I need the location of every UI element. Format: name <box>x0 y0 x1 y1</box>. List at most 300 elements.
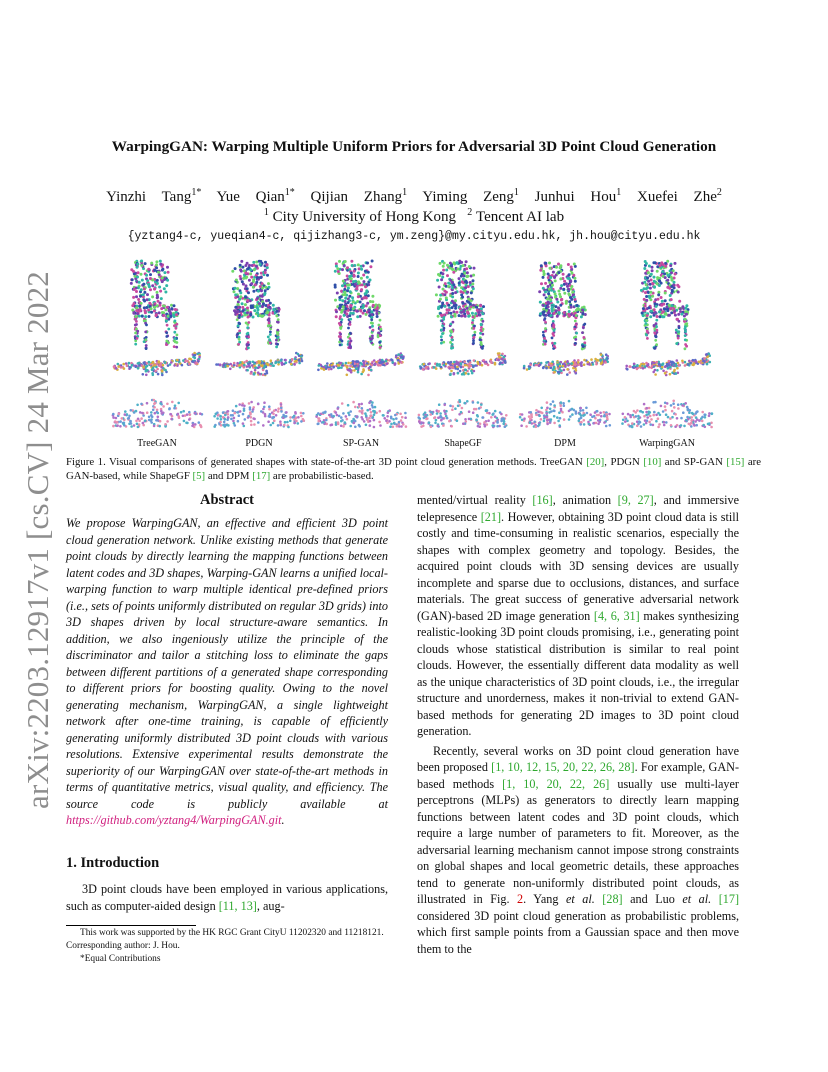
car-point <box>148 416 151 419</box>
chair-point <box>669 264 672 267</box>
car-point <box>550 410 553 413</box>
chair-point <box>574 320 577 323</box>
arxiv-stamp: arXiv:2203.12917v1 [cs.CV] 24 Mar 2022 <box>20 271 55 809</box>
car-point <box>154 402 157 405</box>
chair-point <box>645 299 648 302</box>
chair-point <box>174 337 177 340</box>
chair-point <box>156 282 159 285</box>
plane-point <box>138 364 141 367</box>
chair-point <box>664 292 667 295</box>
car-point <box>398 421 401 424</box>
chair-point <box>476 309 479 312</box>
car-point <box>549 403 552 406</box>
chair-point <box>338 322 341 325</box>
car-point <box>252 408 255 411</box>
plane-point <box>351 362 354 365</box>
chair-point <box>165 284 168 287</box>
plane-point <box>545 367 548 370</box>
car-point <box>553 404 556 407</box>
car-point <box>649 423 652 426</box>
chair-point <box>344 291 347 294</box>
citation-link[interactable]: [21] <box>480 509 502 524</box>
citation-link[interactable]: [28] <box>602 892 623 906</box>
citation-link[interactable]: [15] <box>726 456 745 468</box>
chair-point <box>560 284 563 287</box>
car-point <box>386 415 389 418</box>
car-point <box>233 412 236 415</box>
car-point <box>361 409 364 412</box>
chair-point <box>366 276 369 279</box>
chair-point <box>445 296 448 299</box>
car-point <box>423 417 426 420</box>
chair-point <box>247 321 250 324</box>
plane-point <box>284 359 287 362</box>
car-point <box>373 414 376 417</box>
chair-point <box>540 282 543 285</box>
plane-point <box>184 360 187 363</box>
car-point <box>268 405 271 408</box>
car-point <box>243 425 246 428</box>
plane-point <box>472 366 475 369</box>
chair-point <box>559 287 562 290</box>
citation-link[interactable]: [17] <box>718 892 740 906</box>
figure-column <box>414 255 512 435</box>
plane-point <box>684 364 687 367</box>
car-point <box>478 407 481 410</box>
citation-link[interactable]: [11, 13] <box>218 898 257 913</box>
chair-point <box>447 285 450 288</box>
chair-point <box>559 277 562 280</box>
plane-point <box>440 366 443 369</box>
chair-point <box>244 303 247 306</box>
car-point <box>519 416 522 419</box>
method-label: DPM <box>554 438 576 449</box>
chair-point <box>546 298 549 301</box>
chair-point <box>134 315 137 318</box>
chair-point <box>472 304 475 307</box>
car-point <box>280 410 283 413</box>
chair-point <box>649 291 652 294</box>
car-point <box>553 415 556 418</box>
chair-point <box>355 287 358 290</box>
plane-point <box>263 366 266 369</box>
plane-point <box>367 374 370 377</box>
chair-point <box>140 288 143 291</box>
car-point <box>294 412 297 415</box>
chair-point <box>539 301 542 304</box>
car-point <box>701 416 704 419</box>
plane-point <box>346 366 349 369</box>
chair-point <box>357 263 360 266</box>
plane-point <box>471 372 474 375</box>
method-label: ShapeGF <box>444 438 482 449</box>
car-point <box>157 416 160 419</box>
chair-point <box>472 287 475 290</box>
plane-point <box>648 366 651 369</box>
plane-point <box>345 362 348 365</box>
chair-point <box>234 287 237 290</box>
chair-point <box>267 324 270 327</box>
citation-link[interactable]: [1, 10, 12, 15, 20, 22, 26, 28] <box>491 760 635 774</box>
chair-point <box>566 285 569 288</box>
chair-point <box>557 271 560 274</box>
plane-point <box>568 371 571 374</box>
car-point <box>537 410 540 413</box>
plane-point <box>600 359 603 362</box>
plane-point <box>191 360 194 363</box>
car-point <box>112 413 115 416</box>
car-point <box>354 406 357 409</box>
plane-point <box>173 364 176 367</box>
car-point <box>285 415 288 418</box>
car-point <box>437 425 440 428</box>
chair-point <box>567 263 570 266</box>
chair-point <box>243 269 246 272</box>
citation-link[interactable]: [16] <box>532 493 553 507</box>
chair-point <box>267 282 270 285</box>
car-point <box>535 414 538 417</box>
plane-point <box>359 362 362 365</box>
chair-point <box>155 264 158 267</box>
chair-point <box>277 318 280 321</box>
car-point <box>249 408 252 411</box>
plane-point <box>160 366 163 369</box>
chair-point <box>674 262 677 265</box>
car-point <box>579 407 582 410</box>
plane-point <box>604 361 607 364</box>
chair-point <box>554 342 557 345</box>
car-point <box>664 405 667 408</box>
chair-point <box>241 302 244 305</box>
plane-point <box>644 365 647 368</box>
chair-point <box>552 332 555 335</box>
plane-point <box>450 370 453 373</box>
car-point <box>583 414 586 417</box>
car-point <box>435 419 438 422</box>
chair-point <box>341 340 344 343</box>
car-point <box>136 404 139 407</box>
car-point <box>457 405 460 408</box>
chair-point <box>551 342 554 345</box>
chair-point <box>367 309 370 312</box>
car-point <box>153 399 156 402</box>
plane-point <box>360 373 363 376</box>
chair-point <box>150 307 153 310</box>
plane-point <box>564 365 567 368</box>
chair-point <box>439 262 442 265</box>
plane-point <box>709 361 712 364</box>
chair-point <box>677 285 680 288</box>
car-point <box>648 421 651 424</box>
plane-point <box>449 373 452 376</box>
car-point <box>688 411 691 414</box>
plane-point <box>587 361 590 364</box>
plane-point <box>152 367 155 370</box>
car-point <box>141 412 144 415</box>
author: Yue Qian$^{1*}$ <box>216 187 295 205</box>
chair-point <box>357 295 360 298</box>
chair-point <box>246 333 249 336</box>
chair-point <box>684 334 687 337</box>
figure-ref-link[interactable]: 2 <box>517 892 524 906</box>
plane-point <box>154 370 157 373</box>
car-point <box>589 419 592 422</box>
chair-point <box>361 306 364 309</box>
chair-point <box>369 279 372 282</box>
plane-point <box>459 370 462 373</box>
car-point <box>285 411 288 414</box>
chair-point <box>256 297 259 300</box>
plane-point <box>291 358 294 361</box>
car-point <box>220 418 223 421</box>
chair-point <box>353 270 356 273</box>
plane-point <box>642 367 645 370</box>
chair-point <box>684 307 687 310</box>
car-point <box>161 412 164 415</box>
chair-point <box>337 270 340 273</box>
car-point <box>491 424 494 427</box>
car-point <box>374 406 377 409</box>
car-point <box>670 404 673 407</box>
chair-point <box>246 307 249 310</box>
car-point <box>404 416 407 419</box>
chair-point <box>158 311 161 314</box>
plane-point <box>566 361 569 364</box>
chair-point <box>470 299 473 302</box>
chair-point <box>343 264 346 267</box>
plane-point <box>706 363 709 366</box>
plane-point <box>156 368 159 371</box>
car-point <box>500 413 503 416</box>
car-point <box>340 425 343 428</box>
method-label: WarpingGAN <box>639 438 695 449</box>
chair-point <box>370 342 373 345</box>
citation-link[interactable]: [20] <box>586 456 605 468</box>
citation-link[interactable]: [10] <box>643 456 662 468</box>
car-point <box>689 423 692 426</box>
plane-point <box>643 363 646 366</box>
car-point <box>521 419 524 422</box>
car-point <box>603 411 606 414</box>
car-point <box>133 424 136 427</box>
car-point <box>701 420 704 423</box>
chair-point <box>558 293 561 296</box>
car-point <box>400 425 403 428</box>
car-point <box>677 403 680 406</box>
plane-point <box>464 368 467 371</box>
plane-point <box>347 362 350 365</box>
car-point <box>272 413 275 416</box>
chair-point <box>667 274 670 277</box>
plane-point <box>349 365 352 368</box>
car-point <box>222 416 225 419</box>
car-point <box>280 407 283 410</box>
car-point <box>142 422 145 425</box>
car-point <box>404 412 407 415</box>
car-point <box>553 422 556 425</box>
chair-point <box>685 304 688 307</box>
chair-point <box>674 273 677 276</box>
plane-point <box>673 370 676 373</box>
chair-point <box>175 346 178 349</box>
plane-point <box>328 368 331 371</box>
chair-point <box>665 313 668 316</box>
car-point <box>347 412 350 415</box>
plane-point <box>189 358 192 361</box>
car-point <box>182 415 185 418</box>
chair-point <box>349 290 352 293</box>
car-point <box>708 422 711 425</box>
chair-point <box>140 260 143 263</box>
chair-point <box>472 274 475 277</box>
chair-point <box>649 287 652 290</box>
citation-link[interactable]: [4, 6, 31] <box>593 608 640 623</box>
chair-point <box>272 308 275 311</box>
chair-point <box>653 347 656 350</box>
chair-point <box>364 285 367 288</box>
car-point <box>395 417 398 420</box>
car-point <box>559 404 562 407</box>
car-point <box>118 413 121 416</box>
plane-point <box>477 363 480 366</box>
chair-point <box>480 307 483 310</box>
plane-point <box>262 369 265 372</box>
plane-point <box>681 360 684 363</box>
chair-point <box>443 290 446 293</box>
chair-point <box>651 269 654 272</box>
car-point <box>563 418 566 421</box>
chair-point <box>558 312 561 315</box>
car-point <box>443 404 446 407</box>
abstract-heading: Abstract <box>200 492 254 508</box>
car-point <box>695 416 698 419</box>
chair-point <box>547 292 550 295</box>
chair-point <box>643 298 646 301</box>
plane-point <box>503 359 506 362</box>
point-cloud-thumbnails <box>516 255 614 435</box>
chair-point <box>677 291 680 294</box>
plane-point <box>266 363 269 366</box>
chair-point <box>481 312 484 315</box>
plane-point <box>257 371 260 374</box>
chair-point <box>555 266 558 269</box>
car-point <box>139 411 142 414</box>
car-point <box>439 415 442 418</box>
chair-point <box>556 301 559 304</box>
plane-point <box>223 364 226 367</box>
chair-point <box>360 288 363 291</box>
car-point <box>491 413 494 416</box>
chair-point <box>163 305 166 308</box>
car-point <box>561 411 564 414</box>
chair-point <box>241 280 244 283</box>
chair-point <box>644 305 647 308</box>
plane-point <box>374 363 377 366</box>
chair-point <box>666 260 669 263</box>
plane-point <box>636 365 639 368</box>
car-point <box>235 405 238 408</box>
plane-point <box>250 372 253 375</box>
chair-point <box>141 279 144 282</box>
point-cloud-thumbnails <box>618 255 716 435</box>
plane-point <box>463 360 466 363</box>
car-point <box>128 417 131 420</box>
chair-point <box>371 295 374 298</box>
car-point <box>383 417 386 420</box>
citation-link[interactable]: [5] <box>192 470 206 482</box>
car-point <box>239 410 242 413</box>
chair-point <box>660 261 663 264</box>
car-point <box>472 411 475 414</box>
plane-point <box>601 361 604 364</box>
chair-point <box>335 265 338 268</box>
code-link[interactable]: https://github.com/yztang4/WarpingGAN.git <box>66 813 282 827</box>
car-point <box>639 421 642 424</box>
car-point <box>680 424 683 427</box>
car-point <box>289 416 292 419</box>
car-point <box>636 425 639 428</box>
chair-point <box>570 298 573 301</box>
car-point <box>114 420 117 423</box>
chair-point <box>249 313 252 316</box>
chair-point <box>136 337 139 340</box>
chair-point <box>351 264 354 267</box>
car-point <box>429 413 432 416</box>
chair-point <box>176 341 179 344</box>
chair-point <box>131 309 134 312</box>
car-point <box>174 404 177 407</box>
author: Yiming Zeng$^1$ <box>422 187 519 205</box>
chair-point <box>140 264 143 267</box>
chair-point <box>649 298 652 301</box>
plane-point <box>553 371 556 374</box>
chair-point <box>144 262 147 265</box>
chair-point <box>553 329 556 332</box>
plane-point <box>464 364 467 367</box>
chair-point <box>675 342 678 345</box>
plane-point <box>501 353 504 356</box>
chair-point <box>568 273 571 276</box>
car-point <box>177 402 180 405</box>
chair-point <box>164 308 167 311</box>
chair-point <box>446 264 449 267</box>
citation-link[interactable]: [9, 27] <box>617 493 654 507</box>
car-point <box>540 418 543 421</box>
car-point <box>444 413 447 416</box>
car-point <box>437 410 440 413</box>
car-point <box>252 417 255 420</box>
chair-point <box>465 260 468 263</box>
chair-point <box>583 341 586 344</box>
plane-point <box>238 364 241 367</box>
chair-point <box>543 337 546 340</box>
citation-link[interactable]: [17] <box>252 470 271 482</box>
paragraph: Recently, several works on 3D point cloud generation have been proposed [1, 10, 12, 15, 20, 22, 26, 28]. For example, GAN-based methods [1, 10, 20, 22, 26] usually use multi-layer perceptrons (MLPs) as generators to directly learn mapping functions between latent codes and 3D point clouds, which require a large number of parameters to fit. Moreover, as the adversarial learning mechanism cannot impose strong constraints on global shapes and local geometric details, these approaches tend to generate non-uniformly distributed point clouds, as illustrated in Fig. 2. Yang et al. [28] and Luo et al. [17] considered 3D point cloud generation as probabilistic problems, which first sample points from a Gaussian space and then move them to the <box>417 743 740 956</box>
car-point <box>585 407 588 410</box>
plane-point <box>692 359 695 362</box>
car-point <box>337 407 340 410</box>
chair-point <box>568 315 571 318</box>
car-point <box>582 409 585 412</box>
car-point <box>622 419 625 422</box>
plane-point <box>435 367 438 370</box>
chair-point <box>275 346 278 349</box>
car-point <box>402 423 405 426</box>
chair-point <box>449 312 452 315</box>
chair-point <box>370 318 373 321</box>
citation-link[interactable]: [1, 10, 20, 22, 26] <box>502 776 610 791</box>
car-point <box>440 419 443 422</box>
